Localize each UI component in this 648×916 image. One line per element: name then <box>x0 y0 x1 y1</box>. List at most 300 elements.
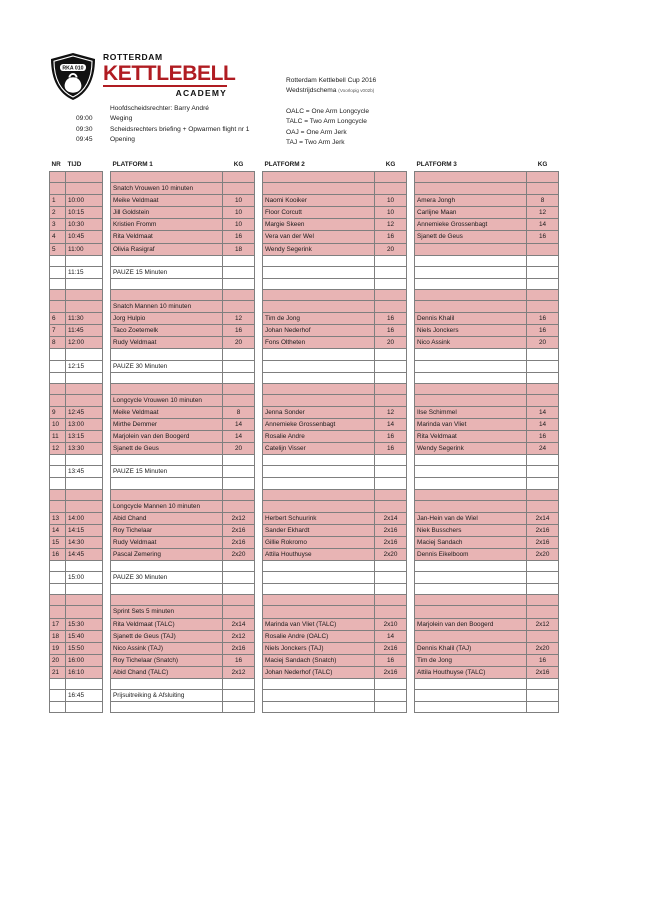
column-gap <box>103 278 111 289</box>
cell-platform-2-athlete: Jenna Sonder <box>263 406 375 418</box>
cell-nr: 21 <box>50 666 66 678</box>
cell-platform-3-athlete <box>415 702 527 713</box>
header-gap <box>255 158 263 172</box>
cell-platform-1-kg: 16 <box>223 231 255 243</box>
cell-platform-1-athlete: Rudy Veldmaat <box>111 536 223 548</box>
header-gap <box>407 158 415 172</box>
cell-platform-1-athlete <box>111 255 223 266</box>
table-row <box>50 406 559 418</box>
cell-platform-1-athlete: Sprint Sets 5 minuten <box>111 606 223 618</box>
cell-platform-1-kg <box>223 606 255 618</box>
cell-platform-3-kg: 8 <box>527 195 559 207</box>
cell-platform-3-kg: 16 <box>527 231 559 243</box>
column-gap <box>407 406 415 418</box>
cell-tijd: 15:30 <box>66 618 103 630</box>
column-gap <box>407 243 415 255</box>
header-tijd: TIJD <box>66 158 103 172</box>
cell-platform-1-athlete: Mirthe Demmer <box>111 418 223 430</box>
cell-platform-2-athlete <box>263 255 375 266</box>
cell-platform-2-athlete: Floor Corcutt <box>263 207 375 219</box>
cell-platform-3-kg: 14 <box>527 219 559 231</box>
column-gap <box>407 455 415 466</box>
cell-platform-3-kg <box>527 478 559 489</box>
cell-platform-3-athlete: Nico Assink <box>415 337 527 349</box>
cell-platform-1-kg: 14 <box>223 418 255 430</box>
cell-platform-1-kg <box>223 489 255 500</box>
document-title: Rotterdam Kettlebell Cup 2016 <box>286 77 377 84</box>
column-gap <box>407 500 415 512</box>
cell-platform-2-athlete: Annemieke Grossenbagt <box>263 418 375 430</box>
cell-platform-3-kg: 2x20 <box>527 642 559 654</box>
column-gap <box>255 654 263 666</box>
cell-platform-3-kg <box>527 466 559 478</box>
cell-tijd <box>66 394 103 406</box>
cell-nr: 17 <box>50 618 66 630</box>
cell-tijd: 14:15 <box>66 524 103 536</box>
cell-platform-1-kg: 10 <box>223 207 255 219</box>
cell-platform-2-athlete <box>263 606 375 618</box>
cell-platform-3-athlete <box>415 466 527 478</box>
column-gap <box>407 572 415 584</box>
cell-tijd: 14:00 <box>66 512 103 524</box>
cell-nr: 14 <box>50 524 66 536</box>
cell-platform-1-kg: 12 <box>223 313 255 325</box>
cell-platform-3-athlete <box>415 183 527 195</box>
cell-platform-1-kg: 2x20 <box>223 549 255 561</box>
column-gap <box>255 489 263 500</box>
document-info <box>286 76 376 148</box>
cell-platform-1-kg <box>223 500 255 512</box>
cell-nr <box>50 255 66 266</box>
cell-tijd <box>66 489 103 500</box>
column-gap <box>255 172 263 183</box>
cell-platform-1-athlete: Prijsuitreiking & Afsluiting <box>111 690 223 702</box>
cell-platform-2-kg: 10 <box>375 195 407 207</box>
table-row <box>50 289 559 300</box>
column-gap <box>407 394 415 406</box>
cell-platform-1-athlete <box>111 702 223 713</box>
column-gap <box>407 418 415 430</box>
cell-nr: 5 <box>50 243 66 255</box>
column-gap <box>255 360 263 372</box>
cell-platform-3-athlete: Jan-Hein van de Wiel <box>415 512 527 524</box>
cell-platform-2-kg <box>375 266 407 278</box>
cell-tijd <box>66 383 103 394</box>
cell-platform-2-kg: 12 <box>375 406 407 418</box>
column-gap <box>255 278 263 289</box>
cell-platform-2-kg: 2x14 <box>375 512 407 524</box>
cell-platform-1-kg <box>223 455 255 466</box>
cell-platform-2-kg <box>375 489 407 500</box>
cell-tijd: 12:15 <box>66 360 103 372</box>
table-row <box>50 536 559 548</box>
table-row <box>50 325 559 337</box>
column-gap <box>255 337 263 349</box>
column-gap <box>407 618 415 630</box>
column-gap <box>407 524 415 536</box>
column-gap <box>255 455 263 466</box>
document-version-note: (Voorlopig v002b) <box>338 88 375 94</box>
cell-tijd: 14:45 <box>66 549 103 561</box>
cell-platform-1-kg: 10 <box>223 219 255 231</box>
table-row <box>50 702 559 713</box>
cell-platform-1-athlete <box>111 372 223 383</box>
cell-platform-3-athlete: Annemieke Grossenbagt <box>415 219 527 231</box>
cell-platform-1-kg: 16 <box>223 325 255 337</box>
schedule-table <box>49 158 559 713</box>
cell-platform-3-kg <box>527 301 559 313</box>
cell-platform-3-kg <box>527 278 559 289</box>
cell-tijd: 10:30 <box>66 219 103 231</box>
cell-nr <box>50 278 66 289</box>
cell-platform-2-kg <box>375 383 407 394</box>
column-gap <box>255 301 263 313</box>
cell-platform-2-athlete: Tim de Jong <box>263 313 375 325</box>
cell-platform-2-athlete: Fons Oltheten <box>263 337 375 349</box>
cell-nr: 6 <box>50 313 66 325</box>
cell-platform-3-athlete <box>415 301 527 313</box>
cell-tijd: 14:30 <box>66 536 103 548</box>
cell-platform-3-kg: 16 <box>527 313 559 325</box>
column-gap <box>255 679 263 690</box>
cell-platform-3-kg: 2x12 <box>527 618 559 630</box>
cell-tijd <box>66 255 103 266</box>
table-row <box>50 418 559 430</box>
column-gap <box>103 654 111 666</box>
column-gap <box>255 512 263 524</box>
cell-platform-2-athlete <box>263 455 375 466</box>
cell-platform-1-kg <box>223 301 255 313</box>
cell-nr <box>50 266 66 278</box>
column-gap <box>407 207 415 219</box>
table-row <box>50 455 559 466</box>
cell-tijd <box>66 455 103 466</box>
table-row <box>50 172 559 183</box>
cell-platform-1-athlete: Marjolein van den Boogerd <box>111 431 223 443</box>
cell-platform-1-athlete: PAUZE 15 Minuten <box>111 466 223 478</box>
column-gap <box>407 172 415 183</box>
pre-schedule-item <box>76 125 249 135</box>
cell-platform-2-kg <box>375 289 407 300</box>
table-row <box>50 313 559 325</box>
cell-tijd <box>66 561 103 572</box>
cell-platform-2-athlete <box>263 489 375 500</box>
cell-platform-2-kg: 2x16 <box>375 642 407 654</box>
column-gap <box>255 418 263 430</box>
chief-referee-label: Hoofdscheidsrechter: Barry André <box>110 105 209 112</box>
cell-tijd <box>66 278 103 289</box>
cell-platform-1-athlete <box>111 289 223 300</box>
cell-platform-1-athlete <box>111 455 223 466</box>
cell-platform-1-athlete <box>111 489 223 500</box>
cell-platform-2-kg: 16 <box>375 231 407 243</box>
column-gap <box>407 512 415 524</box>
cell-nr: 4 <box>50 231 66 243</box>
cell-platform-3-athlete <box>415 489 527 500</box>
column-gap <box>407 549 415 561</box>
cell-tijd <box>66 584 103 595</box>
column-gap <box>255 243 263 255</box>
column-gap <box>407 466 415 478</box>
cell-platform-2-kg: 16 <box>375 654 407 666</box>
column-gap <box>255 606 263 618</box>
cell-platform-3-kg <box>527 266 559 278</box>
table-row <box>50 679 559 690</box>
cell-platform-2-kg: 20 <box>375 243 407 255</box>
cell-nr <box>50 360 66 372</box>
cell-nr: 19 <box>50 642 66 654</box>
cell-platform-2-kg: 2x16 <box>375 666 407 678</box>
cell-platform-1-kg <box>223 278 255 289</box>
cell-platform-2-athlete <box>263 572 375 584</box>
pre-schedule-desc: Weging <box>110 115 133 123</box>
cell-platform-1-kg <box>223 702 255 713</box>
column-gap <box>255 255 263 266</box>
column-gap <box>407 630 415 642</box>
cell-platform-3-kg <box>527 489 559 500</box>
cell-platform-3-athlete: Attila Houthuyse (TALC) <box>415 666 527 678</box>
pre-event-schedule <box>76 104 249 146</box>
cell-nr: 15 <box>50 536 66 548</box>
column-gap <box>103 630 111 642</box>
cell-platform-2-kg: 16 <box>375 431 407 443</box>
cell-nr <box>50 690 66 702</box>
column-gap <box>255 349 263 360</box>
cell-platform-1-athlete: Nico Assink (TAJ) <box>111 642 223 654</box>
cell-platform-3-athlete: Niek Busschers <box>415 524 527 536</box>
cell-tijd: 13:15 <box>66 431 103 443</box>
cell-platform-1-kg: 2x12 <box>223 630 255 642</box>
header-nr: NR <box>50 158 66 172</box>
cell-platform-3-athlete <box>415 455 527 466</box>
cell-platform-3-kg: 16 <box>527 431 559 443</box>
table-row <box>50 360 559 372</box>
competition-schedule-sheet <box>49 158 601 713</box>
column-gap <box>255 394 263 406</box>
column-gap <box>255 195 263 207</box>
pre-schedule-item <box>76 114 249 124</box>
cell-nr <box>50 595 66 606</box>
cell-platform-3-kg <box>527 360 559 372</box>
column-gap <box>103 289 111 300</box>
cell-platform-1-athlete: Kristien Fromm <box>111 219 223 231</box>
cell-nr <box>50 489 66 500</box>
column-gap <box>407 702 415 713</box>
cell-platform-1-athlete: Meike Veldmaat <box>111 406 223 418</box>
cell-platform-2-athlete <box>263 595 375 606</box>
cell-platform-2-kg <box>375 595 407 606</box>
cell-platform-3-athlete <box>415 690 527 702</box>
cell-platform-2-kg <box>375 360 407 372</box>
cell-platform-2-athlete <box>263 266 375 278</box>
cell-platform-3-kg <box>527 255 559 266</box>
column-gap <box>255 466 263 478</box>
table-row <box>50 219 559 231</box>
cell-platform-3-athlete <box>415 266 527 278</box>
cell-platform-2-kg <box>375 455 407 466</box>
cell-nr <box>50 455 66 466</box>
column-gap <box>407 337 415 349</box>
brand-line-academy: ACADEMY <box>175 88 227 98</box>
column-gap <box>407 183 415 195</box>
cell-platform-2-athlete: Johan Nederhof <box>263 325 375 337</box>
column-gap <box>103 584 111 595</box>
column-gap <box>103 524 111 536</box>
cell-platform-3-athlete: Dennis Eikelboom <box>415 549 527 561</box>
cell-platform-2-kg <box>375 702 407 713</box>
cell-platform-2-kg: 16 <box>375 325 407 337</box>
cell-platform-3-athlete: Sjanett de Geus <box>415 231 527 243</box>
cell-platform-1-athlete <box>111 172 223 183</box>
cell-platform-1-athlete <box>111 561 223 572</box>
cell-nr: 2 <box>50 207 66 219</box>
column-gap <box>103 489 111 500</box>
column-gap <box>103 512 111 524</box>
cell-platform-3-kg <box>527 606 559 618</box>
column-gap <box>407 219 415 231</box>
cell-tijd: 11:15 <box>66 266 103 278</box>
cell-platform-1-kg <box>223 572 255 584</box>
cell-platform-1-kg <box>223 595 255 606</box>
column-gap <box>103 207 111 219</box>
cell-platform-3-athlete: Niels Jonckers <box>415 325 527 337</box>
cell-platform-1-kg <box>223 466 255 478</box>
cell-platform-1-kg: 2x16 <box>223 524 255 536</box>
cell-platform-3-kg <box>527 630 559 642</box>
cell-platform-1-athlete <box>111 595 223 606</box>
column-gap <box>407 372 415 383</box>
cell-platform-3-athlete: Wendy Segerink <box>415 443 527 455</box>
cell-platform-2-athlete: Naomi Kooiker <box>263 195 375 207</box>
cell-tijd <box>66 606 103 618</box>
column-gap <box>255 183 263 195</box>
cell-platform-1-athlete: PAUZE 30 Minuten <box>111 360 223 372</box>
cell-platform-3-kg: 12 <box>527 207 559 219</box>
cell-nr <box>50 584 66 595</box>
cell-platform-3-athlete <box>415 500 527 512</box>
column-gap <box>103 325 111 337</box>
document-subtitle: Wedstrijdschema <box>286 87 337 95</box>
column-gap <box>103 642 111 654</box>
column-gap <box>255 630 263 642</box>
svg-text:RKA 010: RKA 010 <box>62 65 84 72</box>
cell-platform-2-kg <box>375 466 407 478</box>
table-row <box>50 549 559 561</box>
pre-schedule-time: 09:45 <box>76 136 93 144</box>
cell-platform-3-athlete <box>415 278 527 289</box>
header-kg-1: KG <box>223 158 255 172</box>
cell-platform-2-kg <box>375 349 407 360</box>
cell-platform-2-kg: 16 <box>375 313 407 325</box>
cell-platform-3-kg <box>527 383 559 394</box>
column-gap <box>407 478 415 489</box>
section-header-row <box>50 394 559 406</box>
cell-platform-3-kg: 2x20 <box>527 549 559 561</box>
cell-platform-2-athlete <box>263 383 375 394</box>
table-row <box>50 207 559 219</box>
cell-tijd: 10:00 <box>66 195 103 207</box>
cell-platform-3-kg: 2x14 <box>527 512 559 524</box>
brand-wordmark <box>103 52 236 98</box>
cell-platform-1-kg <box>223 289 255 300</box>
cell-platform-3-kg <box>527 455 559 466</box>
cell-platform-2-athlete: Gillie Rokromo <box>263 536 375 548</box>
brand-line-kettlebell: KETTLEBELL <box>103 62 236 85</box>
column-gap <box>255 500 263 512</box>
cell-platform-3-athlete: Amera Jongh <box>415 195 527 207</box>
cell-platform-3-athlete <box>415 255 527 266</box>
section-header-row <box>50 301 559 313</box>
cell-platform-1-kg <box>223 394 255 406</box>
cell-platform-1-kg <box>223 172 255 183</box>
column-gap <box>407 360 415 372</box>
cell-platform-2-kg: 2x16 <box>375 536 407 548</box>
cell-platform-2-kg <box>375 255 407 266</box>
cell-platform-3-kg: 16 <box>527 325 559 337</box>
column-gap <box>103 195 111 207</box>
cell-platform-3-kg <box>527 702 559 713</box>
column-gap <box>255 431 263 443</box>
column-gap <box>255 584 263 595</box>
cell-nr <box>50 572 66 584</box>
column-gap <box>103 455 111 466</box>
cell-tijd: 11:45 <box>66 325 103 337</box>
cell-platform-3-athlete: Ilse Schimmel <box>415 406 527 418</box>
cell-tijd: 10:45 <box>66 231 103 243</box>
table-row <box>50 195 559 207</box>
column-gap <box>103 478 111 489</box>
cell-tijd <box>66 478 103 489</box>
cell-nr <box>50 372 66 383</box>
cell-tijd: 11:00 <box>66 243 103 255</box>
column-gap <box>103 572 111 584</box>
cell-platform-1-athlete: PAUZE 15 Minuten <box>111 266 223 278</box>
cell-platform-3-athlete: Marinda van Vliet <box>415 418 527 430</box>
cell-platform-2-kg <box>375 183 407 195</box>
cell-platform-2-athlete <box>263 360 375 372</box>
cell-platform-1-kg: 16 <box>223 654 255 666</box>
table-row <box>50 572 559 584</box>
cell-platform-1-athlete: Roy Tichelaar <box>111 524 223 536</box>
table-row <box>50 690 559 702</box>
table-row <box>50 266 559 278</box>
cell-platform-2-athlete <box>263 500 375 512</box>
table-row <box>50 466 559 478</box>
cell-nr <box>50 394 66 406</box>
cell-platform-3-athlete <box>415 478 527 489</box>
header-platform-3: PLATFORM 3 <box>415 158 527 172</box>
column-gap <box>103 561 111 572</box>
column-gap <box>103 536 111 548</box>
cell-platform-1-kg: 8 <box>223 406 255 418</box>
column-gap <box>103 679 111 690</box>
cell-nr: 8 <box>50 337 66 349</box>
cell-platform-1-athlete: Sjanett de Geus (TAJ) <box>111 630 223 642</box>
cell-platform-2-athlete <box>263 172 375 183</box>
cell-nr <box>50 172 66 183</box>
column-gap <box>255 325 263 337</box>
cell-platform-2-athlete <box>263 394 375 406</box>
cell-platform-3-athlete: Dennis Khalil <box>415 313 527 325</box>
column-gap <box>103 595 111 606</box>
cell-tijd <box>66 349 103 360</box>
cell-platform-2-athlete: Maciej Sandach (Snatch) <box>263 654 375 666</box>
cell-platform-1-athlete: Snatch Mannen 10 minuten <box>111 301 223 313</box>
column-gap <box>103 606 111 618</box>
cell-platform-3-kg <box>527 289 559 300</box>
cell-platform-2-athlete <box>263 584 375 595</box>
cell-platform-1-athlete: Jorg Hulpio <box>111 313 223 325</box>
